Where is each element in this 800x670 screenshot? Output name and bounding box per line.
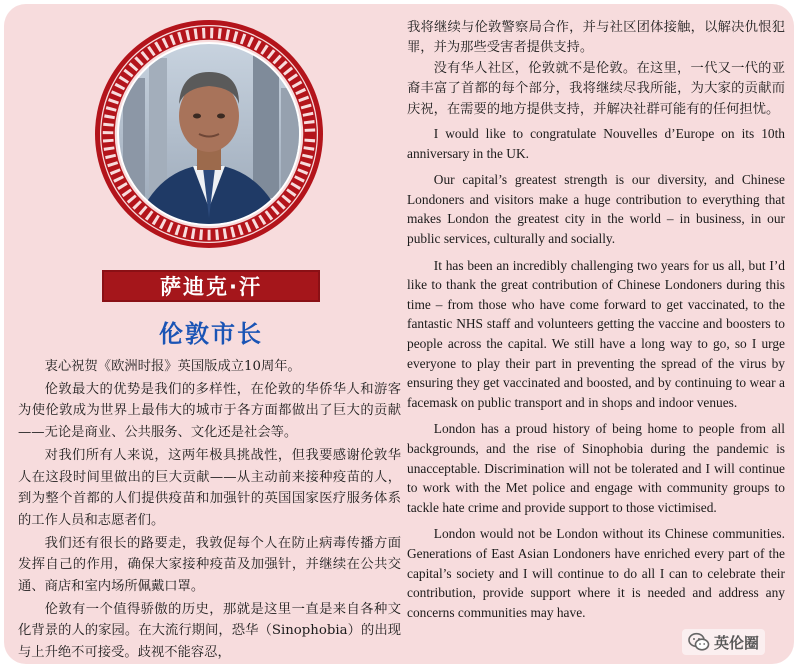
chinese-column-right — [407, 18, 785, 120]
chinese-column-left — [18, 356, 401, 664]
cn-paragraph: 我将继续与伦敦警察局合作，并与社区团体接触，以解决仇恨犯罪，并为那些受害者提供支持。 — [407, 20, 785, 56]
english-column — [407, 124, 785, 622]
person-name: 萨迪克·汗 — [160, 275, 262, 299]
cn-paragraph: 衷心祝贺《欧洲时报》英国版成立10周年。 — [44, 359, 301, 374]
name-banner — [102, 270, 320, 302]
portrait-frame — [93, 18, 325, 250]
cn-paragraph: 伦敦有一个值得骄傲的历史，那就是这里一直是来自各种文化背景的人的家园。在大流行期间，恐华（Sinophobia）的出现与上升绝不可接受。歧视不能容忍， — [18, 601, 401, 661]
watermark-text: 英伦圈 — [714, 633, 760, 652]
person-title: 伦敦市长 — [159, 320, 263, 348]
watermark — [682, 629, 765, 655]
portrait-image — [93, 18, 325, 250]
en-paragraph: London would not be London without its Chinese communities. Generations of East Asian Londoners have enriched every part of the capital’s society and I will continue to do all I can to celebrate their contribution, provide support where it is needed and address any concerns communities may have. — [407, 526, 785, 620]
cn-paragraph: 没有华人社区，伦敦就不是伦敦。在这里，一代又一代的亚裔丰富了首都的每个部分，我将继续尽我所能，为大家的贡献而庆祝，在需要的地方提供支持，并解决社群可能有的任何担忧。 — [407, 60, 785, 117]
right-column — [407, 18, 785, 629]
en-paragraph: I would like to congratulate Nouvelles d’Europe on its 10th anniversary in the UK. — [407, 126, 785, 161]
cn-paragraph: 我们还有很长的路要走，我敦促每个人在防止病毒传播方面发挥自己的作用，确保大家接种疫苗及加强针，并继续在公共交通、商店和室内场所佩戴口罩。 — [18, 535, 401, 595]
article-card — [4, 4, 794, 664]
cn-paragraph: 对我们所有人来说，这两年极具挑战性，但我要感谢伦敦华人在这段时间里做出的巨大贡献——从主动前来接种疫苗的人，到为整个首都的人们提供疫苗和加强针的英国国家医疗服务体系的工作人员和志愿者们。 — [18, 447, 401, 528]
en-paragraph: It has been an incredibly challenging two years for us all, but I’d like to thank the great contribution of Chinese Londoners during this time – from those who have come forward to get vaccinated, to the fantastic NHS staff and volunteers getting the vaccine and boosters to people across the capital. We still have a long way to go, so I urge everyone to play their part in preventing the spread of the virus by ensuring they get vaccinated and boosted, and by continuing to wear a facemask on public transport and in shops and indoor venues. — [407, 257, 785, 410]
wechat-icon — [688, 632, 710, 652]
en-paragraph: London has a proud history of being home to people from all backgrounds, and the rise of Sinophobia during the pandemic is unacceptable. Discrimination will not be tolerated and I will continue to work with the Met police and engage with community groups to tackle hate crime and provide support to those victimised. — [407, 421, 785, 515]
en-paragraph: Our capital’s greatest strength is our diversity, and Chinese Londoners and visitors make a huge contribution to everything that makes London the greatest city in the world – in business, in our public services, culturally and socially. — [407, 172, 785, 246]
cn-paragraph: 伦敦最大的优势是我们的多样性，在伦敦的华侨华人和游客为使伦敦成为世界上最伟大的城市于各方面都做出了巨大的贡献——无论是商业、公共服务、文化还是社会等。 — [18, 381, 401, 441]
